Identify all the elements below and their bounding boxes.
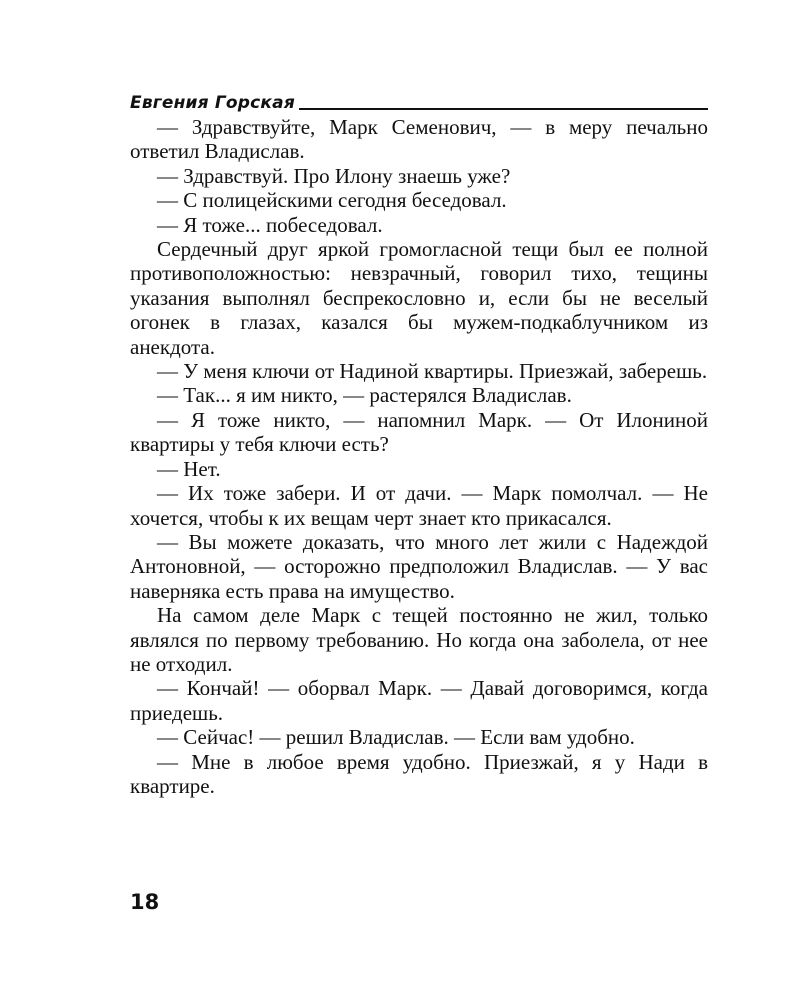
paragraph: — Нет. [157,456,221,481]
paragraph: — Сейчас! — решил Владислав. — Если вам удобно. [157,725,635,750]
paragraph: — Так... я им никто, — растерялся Владислав. [157,383,572,408]
paragraph: — Мне в любое время удобно. Приезжай, я у Нади в квартире. [130,749,708,798]
book-page [130,88,708,798]
paragraph: На самом деле Марк с тещей постоянно не жил, только являлся по первому требованию. Но когда она заболела, от нее не отходил. [130,603,708,676]
paragraph: — Здравствуй. Про Илону знаешь уже? [157,163,511,188]
paragraph: — Здравствуйте, Марк Семенович, — в меру печально ответил Владислав. [130,115,708,164]
body-text [130,115,708,798]
paragraph: — С полицейскими сегодня беседовал. [157,188,507,213]
running-header [130,88,708,112]
paragraph: — У меня ключи от Надиной квартиры. Приезжай, заберешь. [157,359,708,384]
paragraph: — Их тоже забери. И от дачи. — Марк помолчал. — Не хочется, чтобы к их вещам черт знает кто прикасался. [130,481,708,530]
paragraph: — Я тоже никто, — напомнил Марк. — От Илониной квартиры у тебя ключи есть? [130,407,708,457]
paragraph: — Я тоже... побеседовал. [157,212,383,237]
paragraph: — Кончай! — оборвал Марк. — Давай договоримся, когда приедешь. [130,676,708,725]
paragraph: Сердечный друг яркой громогласной тещи был ее полной противоположностью: невзрачный, говорил тихо, тещины указания выполнял беспрекословно и, если бы не веселый огонек в глазах, казался бы мужем-подкаблучником из анекдота. [130,237,708,359]
header-rule [299,108,708,110]
paragraph: — Вы можете доказать, что много лет жили с Надеждой Антоновной, — осторожно предположил Владислав. — У вас наверняка есть права на имущество. [130,529,708,603]
header-author: Евгения Горская [130,93,295,113]
page-number: 18 [130,890,160,914]
